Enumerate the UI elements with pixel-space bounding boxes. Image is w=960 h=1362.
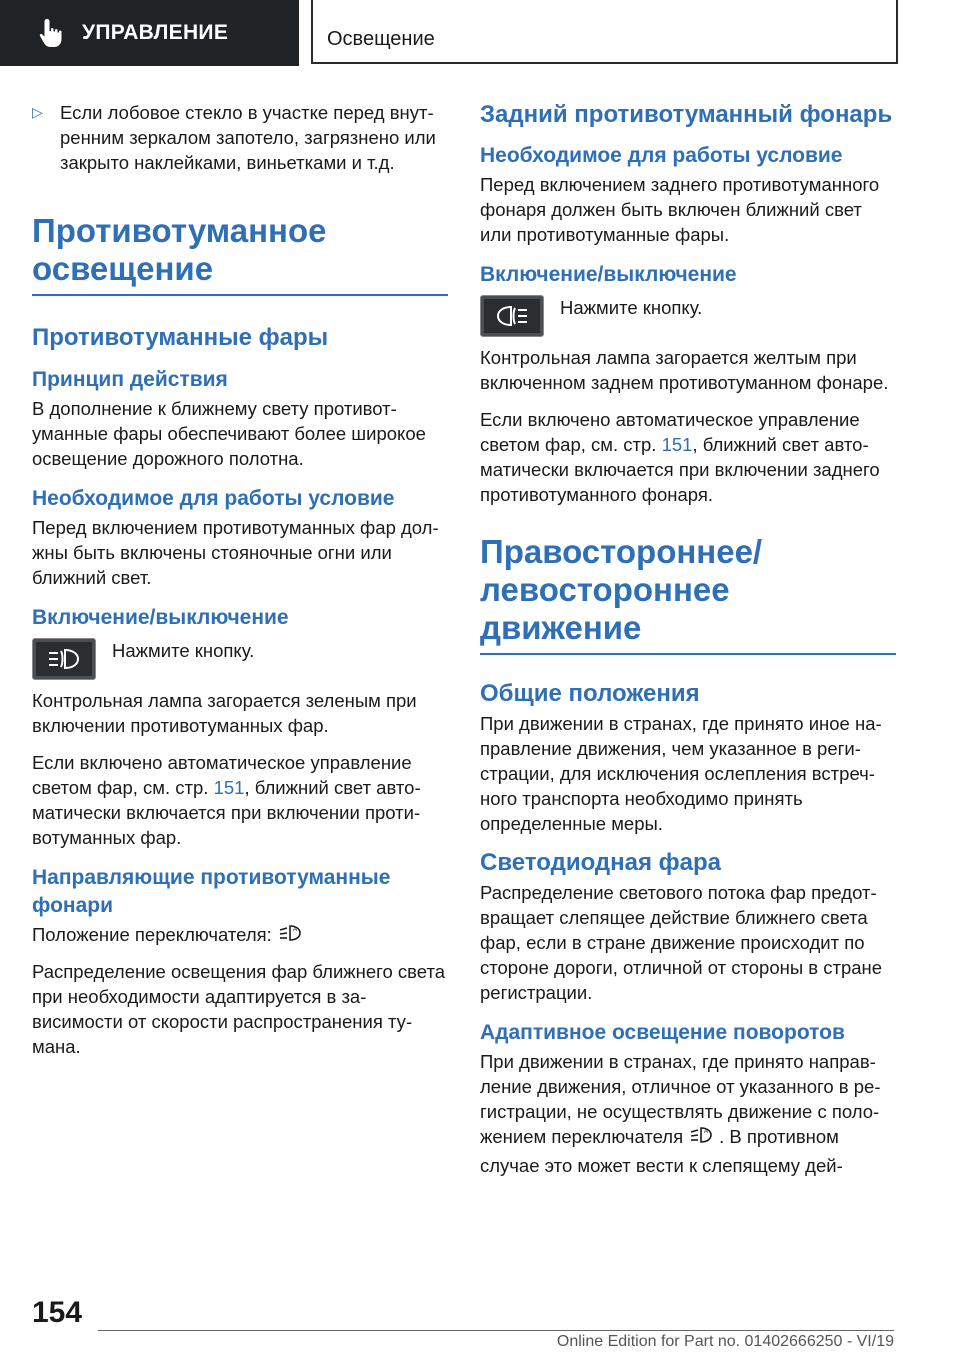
section-title-general: Общие положения xyxy=(480,680,700,707)
led-text: Распределение светового потока фар предотвращает слепящее действие ближнего света фар, если в стране движение происходит по стороне дороги, отличной от стороны в стране регистрации. xyxy=(480,882,883,1003)
page-link-151-rear[interactable]: 151 xyxy=(661,434,693,455)
section-tab xyxy=(0,0,299,66)
edition-text: Online Edition for Part no. 01402666250 - VI/19 xyxy=(556,1333,894,1350)
subsection-title-condition: Необходимое для работы условие xyxy=(32,487,395,510)
auto-text-after: , ближний свет автоматически включается при включении противотуманных фар. xyxy=(32,777,421,848)
section-title-led: Светодиодная фара xyxy=(480,849,722,876)
button-row xyxy=(32,638,448,680)
hand-pointer-icon xyxy=(38,17,64,49)
footer-divider xyxy=(98,1330,894,1331)
left-column xyxy=(32,100,448,1059)
chapter-title: Противотуманное освещение xyxy=(32,212,327,287)
condition-text: Перед включением противотуманных фар должны быть включены стояночные огни или ближний свет. xyxy=(32,517,439,588)
press-button-text: Нажмите кнопку. xyxy=(112,640,255,661)
svg-text:A: A xyxy=(704,1129,709,1135)
page-number: 154 xyxy=(32,1296,83,1329)
section-title: Противотуманные фары xyxy=(32,324,329,351)
auto-text-before-rear: Если включено автоматическое управление светом фар, см. стр. xyxy=(480,409,860,455)
bullet-text: Если лобовое стекло в участке перед внутренним зеркалом запотело, загрязнено или закрыто наклейками, виньетками и т.д. xyxy=(60,102,436,173)
button-row-rear xyxy=(480,295,896,337)
indicator-text-rear: Контрольная лампа загорается желтым при включенном заднем противотуманном фонаре. xyxy=(480,347,889,393)
general-text: При движении в странах, где принято иное направление движения, чем указанное в регистрации, для исключения ослепления встречного транспорта необходимо принять определенные меры. xyxy=(480,713,882,834)
subsection-title-cornering: Направляющие противотуманные фонари xyxy=(32,866,391,917)
cornering-text: Распределение освещения фар ближнего света при необходимости адаптируется в зависимости от скорости распространения тумана. xyxy=(32,961,446,1057)
svg-text:A: A xyxy=(292,927,297,933)
page-link-151[interactable]: 151 xyxy=(213,777,245,798)
right-column xyxy=(480,100,896,1178)
auto-light-text xyxy=(32,750,448,850)
press-button-text-rear: Нажмите кнопку. xyxy=(560,297,703,318)
auto-light-text-rear xyxy=(480,407,896,507)
chapter-heading xyxy=(32,212,448,296)
topic-tab-label: Освещение xyxy=(327,28,435,50)
principle-text: В дополнение к ближнему свету противотуманные фары обеспечивают более широкое освещение дорожного полотна. xyxy=(32,398,426,469)
switch-position-label: Положение переключателя: xyxy=(32,924,272,945)
section-title-rear-fog: Задний противотуманный фонарь xyxy=(480,101,893,128)
subsection-title-onoff-rear: Включение/выключение xyxy=(480,263,737,286)
condition-text-rear: Перед включением заднего противотуманного фонаря должен быть включен ближний свет или противотуманные фары. xyxy=(480,174,880,245)
adaptive-text xyxy=(480,1049,896,1178)
subsection-title-condition-rear: Необходимое для работы условие xyxy=(480,144,843,167)
auto-text-after-rear: , ближний свет автоматически включается при включении заднего противотуманного фонаря. xyxy=(480,434,880,505)
chapter-heading-traffic xyxy=(480,533,896,655)
switch-position-text xyxy=(32,922,448,951)
list-item xyxy=(32,100,448,175)
front-fog-light-button-icon xyxy=(32,638,96,680)
subsection-title-principle: Принцип действия xyxy=(32,368,228,391)
auto-headlight-switch-icon xyxy=(687,1125,715,1153)
auto-text-before: Если включено автоматическое управление светом фар, см. стр. xyxy=(32,752,412,798)
auto-headlight-switch-icon xyxy=(276,923,304,951)
page-header xyxy=(0,0,960,66)
adaptive-text-after: . В противном случае это может вести к слепящему дей- xyxy=(480,1126,843,1176)
rear-fog-light-button-icon xyxy=(480,295,544,337)
triangle-bullet-icon: ▷ xyxy=(32,104,43,120)
adaptive-text-before: При движении в странах, где принято направление движения, отличное от указанного в регистрации, не осуществлять движение с положением переключателя xyxy=(480,1051,881,1147)
topic-tab xyxy=(311,0,898,64)
indicator-text: Контрольная лампа загорается зеленым при включении противотуманных фар. xyxy=(32,690,417,736)
subsection-title-onoff: Включение/выключение xyxy=(32,606,289,629)
section-tab-label: УПРАВЛЕНИЕ xyxy=(82,21,229,44)
subsection-title-adaptive: Адаптивное освещение поворотов xyxy=(480,1021,845,1044)
chapter-title-traffic: Правостороннее/ левостороннее движение xyxy=(480,533,763,646)
